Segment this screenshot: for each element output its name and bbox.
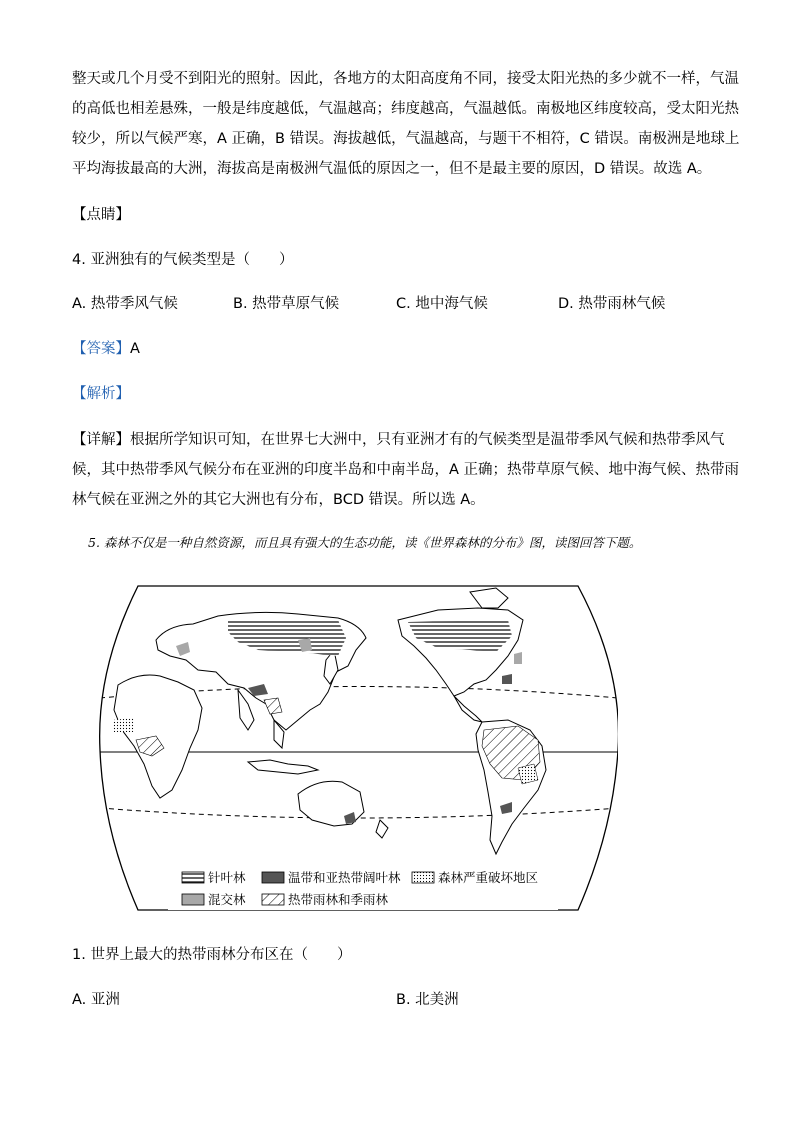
destroyed-forest-brazil <box>518 764 538 784</box>
paragraph-line: 整天或几个月受不到阳光的照射。因此，各地方的太阳高度角不同，接受太阳光热的多少就不一样，气温 <box>72 71 739 87</box>
legend-label-rainforest: 热带雨林和季雨林 <box>288 892 389 907</box>
detail-line: 林气候在亚洲之外的其它大洲也有分布，BCD 错误。所以选 A。 <box>72 492 485 508</box>
q4-option-a[interactable]: A. 热带季风气候 <box>72 296 178 312</box>
legend-label-mixed: 混交林 <box>208 892 246 907</box>
legend-swatch-broadleaf <box>262 872 284 883</box>
legend-label-broadleaf: 温带和亚热带阔叶林 <box>288 870 401 885</box>
detail-line: 候，其中热带季风气候分布在亚洲的印度半岛和中南半岛，A 正确；热带草原气候、地中海气候、热带雨 <box>72 462 740 478</box>
dianjing-label: 【点睛】 <box>72 207 130 223</box>
q5-sub1-option-b[interactable]: B. 北美洲 <box>396 992 459 1008</box>
paragraph-line: 平均海拔最高的大洲，海拔高是南极洲气温低的原因之一，但不是最主要的原因，D 错误。故选 A。 <box>72 161 712 177</box>
legend-label-coniferous: 针叶林 <box>208 870 246 885</box>
answer-value: A <box>130 341 140 357</box>
destroyed-forest-africa <box>112 718 134 732</box>
q4-option-d[interactable]: D. 热带雨林气候 <box>558 296 666 312</box>
legend-swatch-coniferous <box>182 872 204 883</box>
q4-answer <box>72 338 140 360</box>
paragraph-line: 的高低也相差悬殊，一般是纬度越低，气温越高；纬度越高，气温越低。南极地区纬度较高，受太阳光热 <box>72 101 739 117</box>
question-4-stem: 4. 亚洲独有的气候类型是（ ） <box>72 252 294 268</box>
legend-swatch-mixed <box>182 894 204 905</box>
legend-label-destroyed: 森林严重破坏地区 <box>438 870 539 885</box>
world-forest-map <box>98 580 618 915</box>
legend-swatch-destroyed <box>412 872 434 883</box>
legend-swatch-rainforest <box>262 894 284 905</box>
question-5-stem: 5. 森林不仅是一种自然资源，而且具有强大的生态功能，读《世界森林的分布》图，读图回答下题。 <box>88 535 642 550</box>
q4-option-c[interactable]: C. 地中海气候 <box>396 296 488 312</box>
mixed-forest-na <box>514 652 522 664</box>
detail-line: 【详解】根据所学知识可知，在世界七大洲中，只有亚洲才有的气候类型是温带季风气候和热带季风气 <box>72 432 725 448</box>
paragraph-line: 较少，所以气候严寒，A 正确，B 错误。海拔越低，气温越高，与题干不相符，C 错误。南极洲是地球上 <box>72 131 740 147</box>
q4-option-b[interactable]: B. 热带草原气候 <box>233 296 340 312</box>
q5-sub1-stem: 1. 世界上最大的热带雨林分布区在（ ） <box>72 947 352 963</box>
analysis-label: 【解析】 <box>72 386 130 402</box>
q5-sub1-option-a[interactable]: A. 亚洲 <box>72 992 120 1008</box>
answer-label: 【答案】 <box>72 341 130 357</box>
